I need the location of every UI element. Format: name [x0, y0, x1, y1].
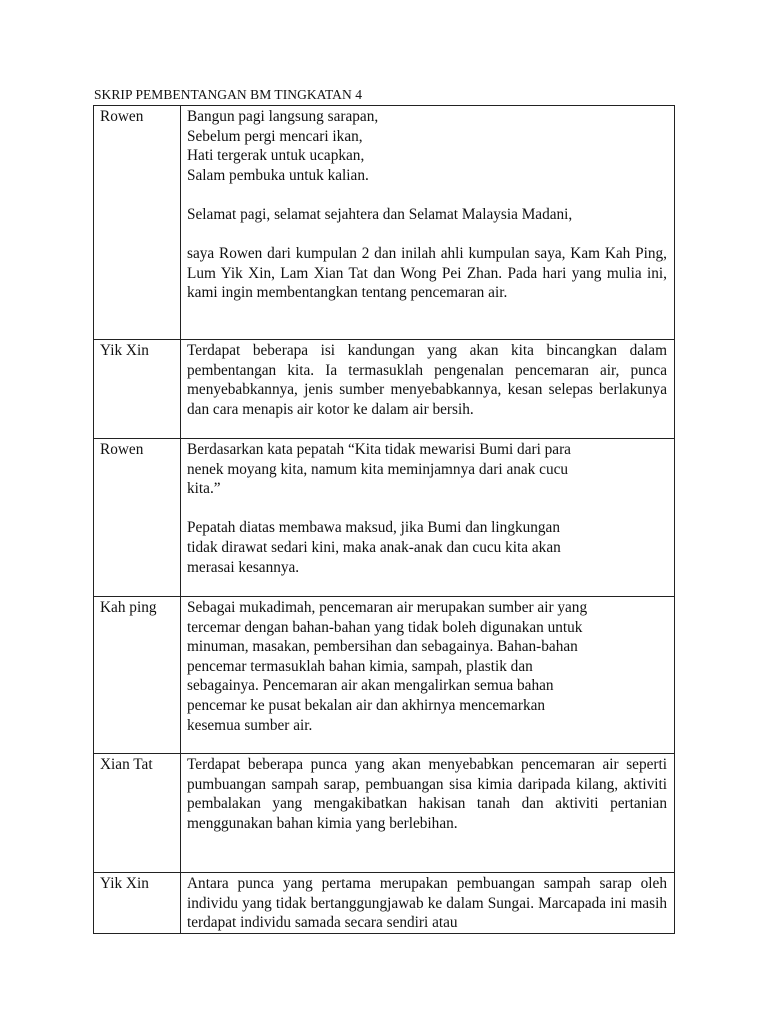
- table-row: [94, 873, 675, 934]
- dialogue-cell: [181, 439, 675, 597]
- table-row: [94, 106, 675, 340]
- content-paragraph: Antara punca yang pertama merupakan pembuangan sampah sarap oleh individu yang tidak bertanggungjawab ke dalam Sungai. Marcapada ini masih terdapat individu samada secara sendiri atau: [187, 875, 667, 932]
- table-row: [94, 340, 675, 439]
- dialogue-cell: [181, 873, 675, 934]
- table-row: [94, 597, 675, 754]
- greeting-paragraph: Selamat pagi, selamat sejahtera dan Selamat Malaysia Madani,: [187, 205, 573, 223]
- proverb-meaning-paragraph: Pepatah diatas membawa maksud, jika Bumi dan lingkungan tidak dirawat sedari kini, maka anak-anak dan cucu kita akan merasai kesannya.: [187, 519, 561, 576]
- speaker-cell: Rowen: [94, 439, 181, 597]
- introduction-paragraph: saya Rowen dari kumpulan 2 dan inilah ahli kumpulan saya, Kam Kah Ping, Lum Yik Xin, Lam Xian Tat dan Wong Pei Zhan. Pada hari yang mulia ini, kami ingin membentangkan tentang pencemaran air.: [187, 245, 667, 302]
- content-paragraph: Terdapat beberapa punca yang akan menyebabkan pencemaran air seperti pumbuangan sampah sarap, pembuangan sisa kimia daripada kilang, aktiviti pembalakan yang mengakibatkan hakisan tanah dan aktiviti pertanian menggunakan bahan kimia yang berlebihan.: [187, 756, 667, 832]
- script-table: [93, 105, 675, 934]
- content-paragraph: Terdapat beberapa isi kandungan yang akan kita bincangkan dalam pembentangan kita. Ia termasuklah pengenalan pencemaran air, punca menyebabkannya, jenis sumber menyebabkannya, kesan selepas berlakunya dan cara menapis air kotor ke dalam air bersih.: [187, 342, 667, 418]
- pantun-paragraph: Bangun pagi langsung sarapan, Sebelum pergi mencari ikan, Hati tergerak untuk ucapkan, Salam pembuka untuk kalian.: [187, 108, 379, 184]
- document-title: SKRIP PEMBENTANGAN BM TINGKATAN 4: [94, 87, 363, 102]
- speaker-cell: Yik Xin: [94, 873, 181, 934]
- speaker-cell: Yik Xin: [94, 340, 181, 439]
- speaker-cell: Rowen: [94, 106, 181, 340]
- speaker-cell: Xian Tat: [94, 754, 181, 873]
- dialogue-cell: [181, 597, 675, 754]
- proverb-paragraph: Berdasarkan kata pepatah “Kita tidak mewarisi Bumi dari para nenek moyang kita, namum kita meminjamnya dari anak cucu kita.”: [187, 441, 571, 498]
- table-row: [94, 439, 675, 597]
- dialogue-cell: [181, 106, 675, 340]
- speaker-cell: Kah ping: [94, 597, 181, 754]
- dialogue-cell: [181, 340, 675, 439]
- content-paragraph: Sebagai mukadimah, pencemaran air merupakan sumber air yang tercemar dengan bahan-bahan yang tidak boleh digunakan untuk minuman, masakan, pembersihan dan sebagainya. Bahan-bahan pencemar termasuklah bahan kimia, sampah, plastik dan sebagainya. Pencemaran air akan mengalirkan semua bahan pencemar ke pusat bekalan air dan akhirnya mencemarkan kesemua sumber air.: [187, 599, 588, 734]
- table-row: [94, 754, 675, 873]
- dialogue-cell: [181, 754, 675, 873]
